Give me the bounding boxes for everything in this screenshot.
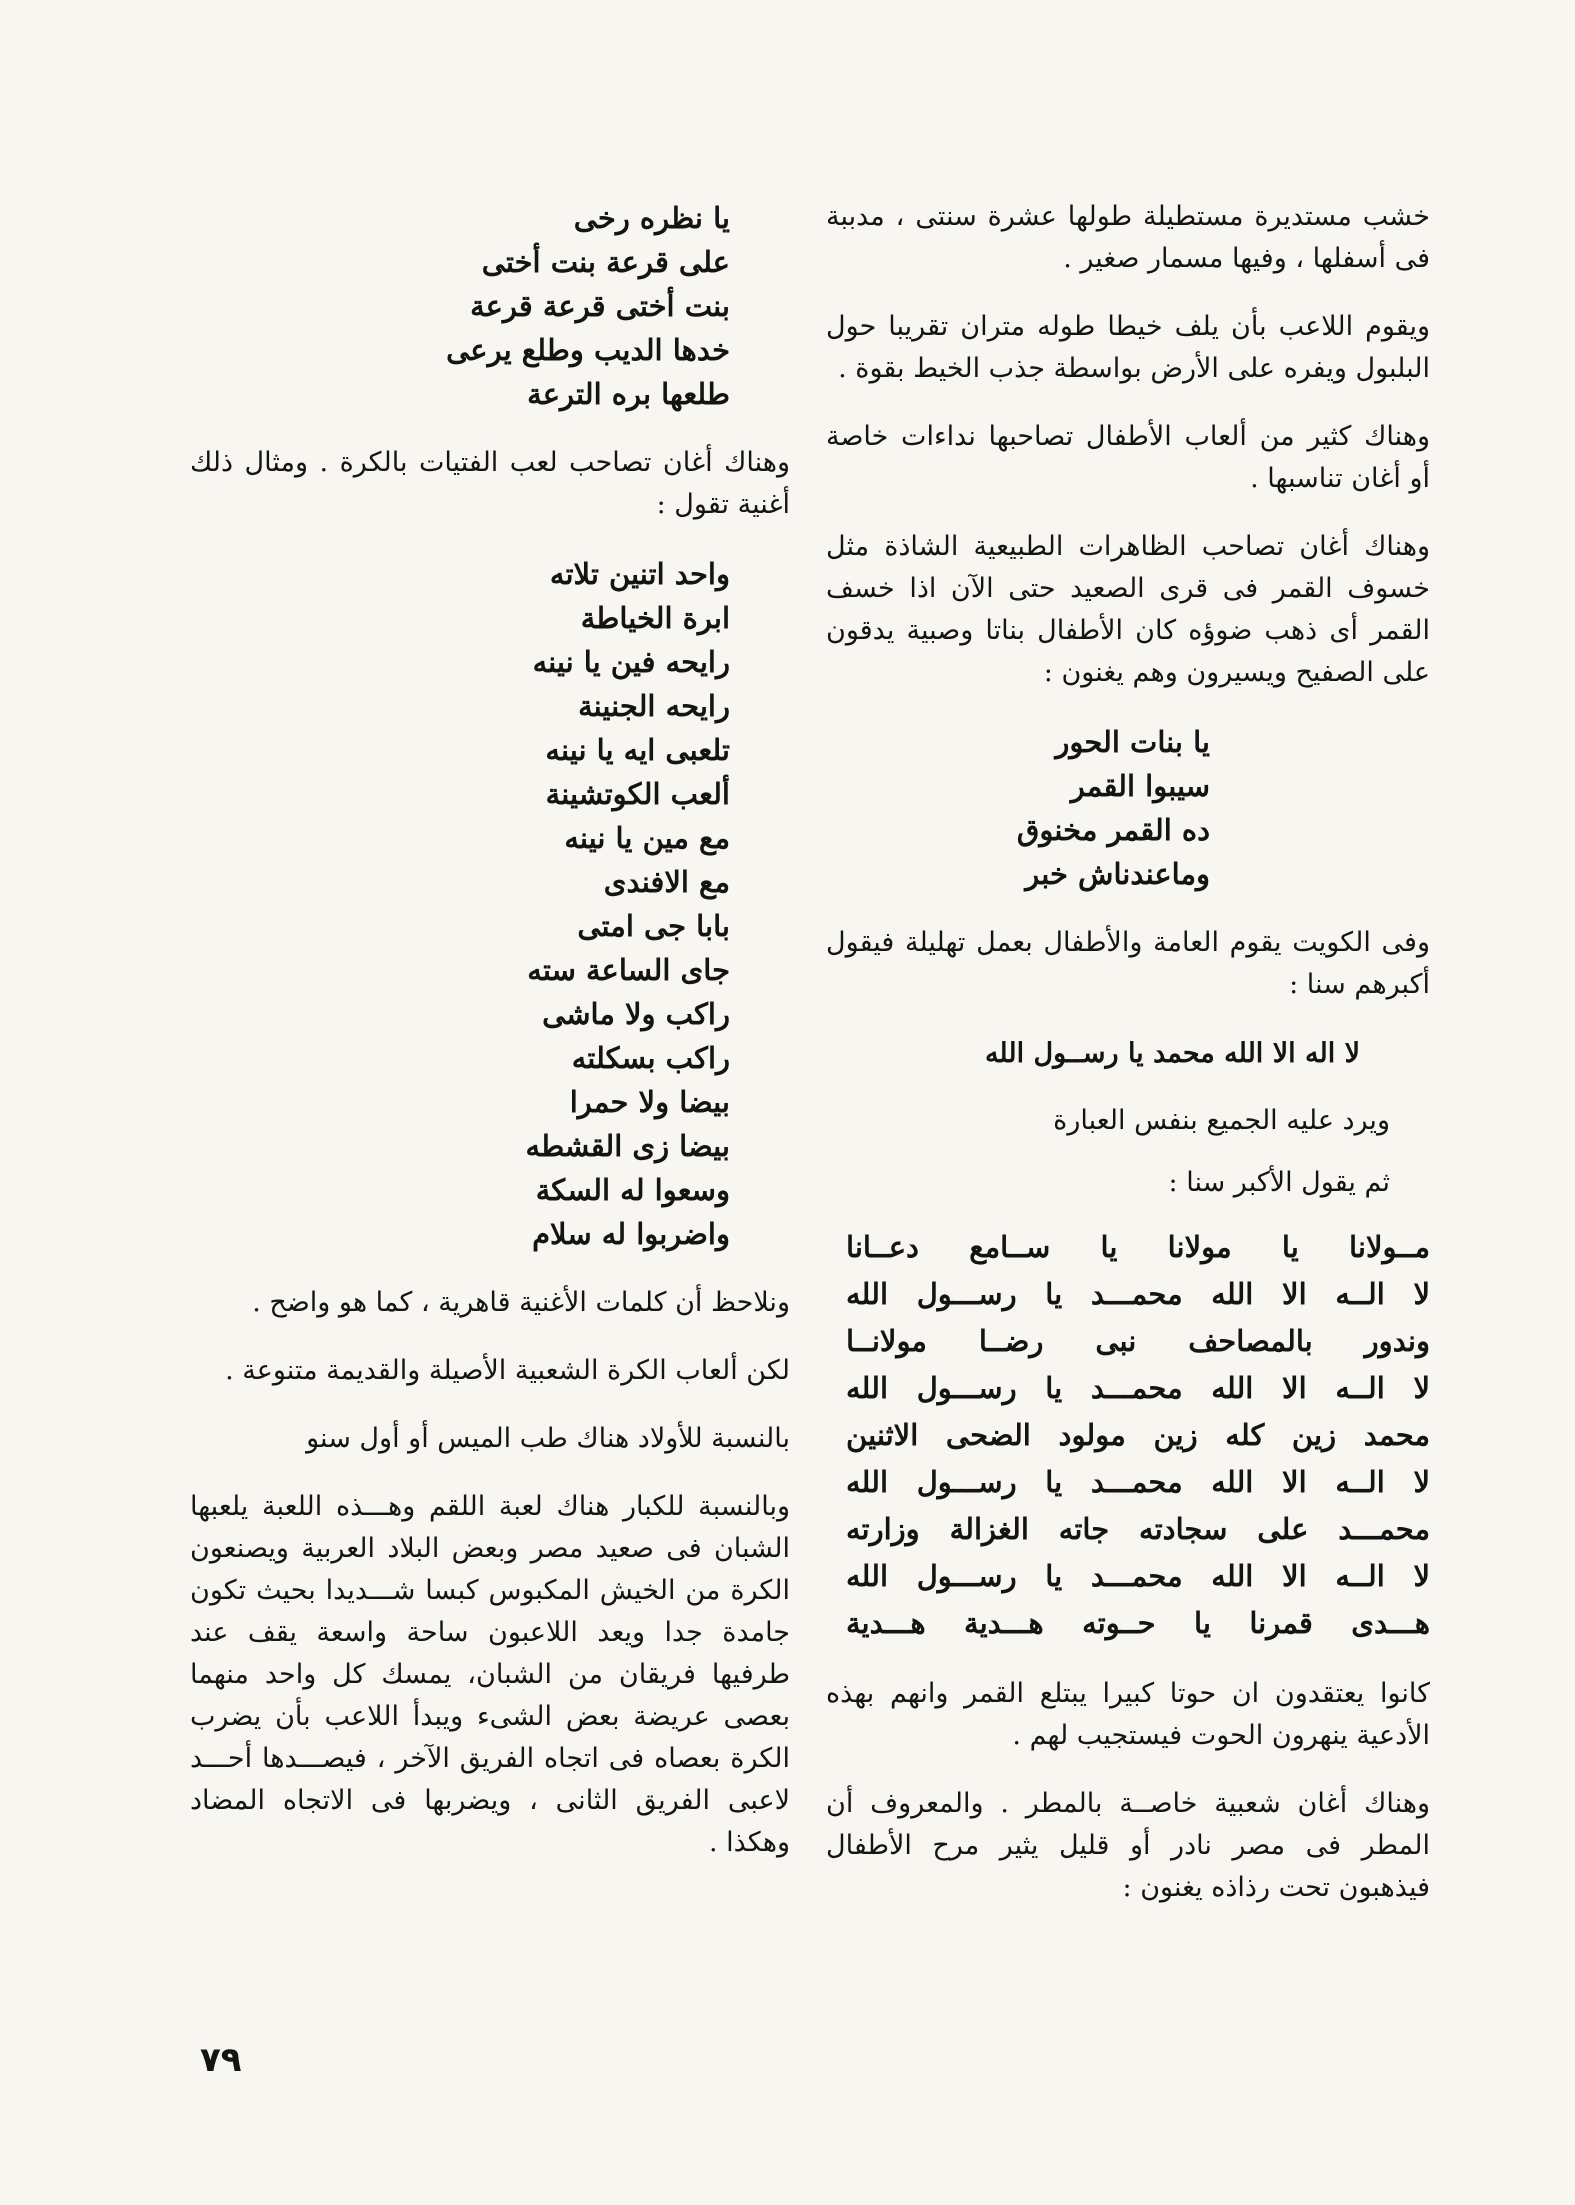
paragraph: كانوا يعتقدون ان حوتا كبيرا يبتلع القمر وانهم بهذه الأدعية ينهرون الحوت فيستجيب لهم . [826, 1678, 1430, 1751]
paragraph: خشب مستديرة مستطيلة طولها عشرة سنتى ، مدببة فى أسفلها ، وفيها مسمار صغير . [826, 201, 1430, 274]
chant-line: محمـــد على سجادته جاته الغزالة وزارته [846, 1512, 1430, 1546]
paragraph: وفى الكويت يقوم العامة والأطفال بعمل تهليلة فيقول أكبرهم سنا : [826, 927, 1430, 1000]
left-column [190, 196, 790, 1890]
paragraph: لكن ألعاب الكرة الشعبية الأصيلة والقديمة متنوعة . [225, 1355, 790, 1386]
verse-line: ده القمر مخنوق [1016, 813, 1210, 847]
verse-line: سيبوا القمر [1070, 769, 1210, 803]
verse-line: بيضا ولا حمرا [569, 1085, 730, 1119]
verse-line: بنت أختى قرعة قرعة [470, 289, 730, 323]
rain-song [190, 196, 790, 416]
chant [826, 1224, 1430, 1647]
verse-line: مع مين يا نينه [564, 821, 730, 855]
chant-line: وندور بالمصاحف نبى رضــا مولانــا [846, 1324, 1430, 1358]
paragraph: ونلاحظ أن كلمات الأغنية قاهرية ، كما هو واضح . [252, 1287, 790, 1318]
chant-line: لا الــه الا الله محمـــد يا رســـول الله [846, 1277, 1430, 1311]
paragraph: وبالنسبة للكبار هناك لعبة اللقم وهـــذه اللعبة يلعبها الشبان فى صعيد مصر وبعض البلاد العربية ويصنعون الكرة من الخيش المكبوس كبسا شـــديدا بحيث تكون جامدة جدا ويعد اللاعبون ساحة واسعة يقف عند طرفيها فريقان من الشبان، يمسك كل واحد منهما بعصى عريضة بعض الشىء ويبدأ اللاعب بأن يضرب الكرة بعصاه فى اتجاه الفريق الآخر ، فيصـــدها أحـــد لاعبى الفريق الثانى ، ويضربها فى الاتجاه المضاد وهكذا . [190, 1491, 790, 1858]
paragraph: وهناك كثير من ألعاب الأطفال تصاحبها نداءات خاصة أو أغان تناسبها . [826, 421, 1430, 494]
verse-line: واحد اتنين تلاته [549, 557, 730, 591]
verse-line: على قرعة بنت أختى [481, 245, 730, 279]
chant-line: لا الــه الا الله محمـــد يا رســـول الله [846, 1559, 1430, 1593]
chant-line: لا الــه الا الله محمـــد يا رســـول الله [846, 1465, 1430, 1499]
chant-line: مــولانا يا مولانا يا ســامع دعــانا [846, 1230, 1430, 1264]
paragraph: وهناك أغان تصاحب لعب الفتيات بالكرة . ومثال ذلك أغنية تقول : [190, 447, 790, 520]
right-column [826, 196, 1430, 1935]
paragraph: ويرد عليه الجميع بنفس العبارة [1053, 1105, 1390, 1136]
verse-line: بابا جى امتى [577, 909, 730, 943]
paragraph: بالنسبة للأولاد هناك طب الميس أو أول سنو [306, 1423, 790, 1454]
paragraph: وهناك أغان شعبية خاصــة بالمطر . والمعروف أن المطر فى مصر نادر أو قليل يثير مرح الأطفال فيذهبون تحت رذاذه يغنون : [826, 1788, 1430, 1903]
page-number: ٧٩ [200, 2040, 242, 2080]
paragraph: وهناك أغان تصاحب الظاهرات الطبيعية الشاذة مثل خسوف القمر فى قرى الصعيد حتى الآن اذا خسف القمر أى ذهب ضوؤه كان الأطفال بناتا وصبية يدقون على الصفيح ويسيرون وهم يغنون : [826, 531, 1430, 688]
verse-line: وسعوا له السكة [535, 1173, 730, 1207]
verse-line: راكب بسكلته [571, 1041, 730, 1075]
verse-line: رايحه الجنينة [578, 689, 730, 723]
verse-line: ابرة الخياطة [580, 601, 730, 635]
verse-line: راكب ولا ماشى [542, 997, 730, 1031]
verse-line: ألعب الكوتشينة [545, 777, 730, 811]
verse-line: جاى الساعة سته [527, 953, 730, 987]
verse-line: يا نظره رخى [573, 201, 730, 235]
verse-line: طلعها بره الترعة [527, 377, 730, 411]
verse-line: واضربوا له سلام [532, 1217, 730, 1251]
verse-line: بيضا زى القشطه [525, 1129, 730, 1163]
verse-line: يا بنات الحور [1055, 725, 1210, 759]
verse-line: خدها الديب وطلع يرعى [446, 333, 730, 367]
slogan: لا اله الا الله محمد يا رســول الله [984, 1038, 1360, 1069]
moon-song [826, 720, 1430, 896]
verse-line: مع الافندى [603, 865, 730, 899]
chant-line: محمد زين كله زين مولود الضحى الاثنين [846, 1418, 1430, 1452]
chant-line: هـــدى قمرنا يا حــوته هـــدية هـــدية [846, 1606, 1430, 1640]
verse-line: رايحه فين يا نينه [532, 645, 730, 679]
verse-line: تلعبى ايه يا نينه [545, 733, 730, 767]
verse-line: وماعندناش خبر [1025, 857, 1210, 891]
chant-line: لا الــه الا الله محمـــد يا رســـول الله [846, 1371, 1430, 1405]
paragraph: ثم يقول الأكبر سنا : [1168, 1167, 1390, 1198]
ball-song [190, 552, 790, 1256]
paragraph: ويقوم اللاعب بأن يلف خيطا طوله متران تقريبا حول البلبول ويفره على الأرض بواسطة جذب الخيط بقوة . [826, 311, 1430, 384]
